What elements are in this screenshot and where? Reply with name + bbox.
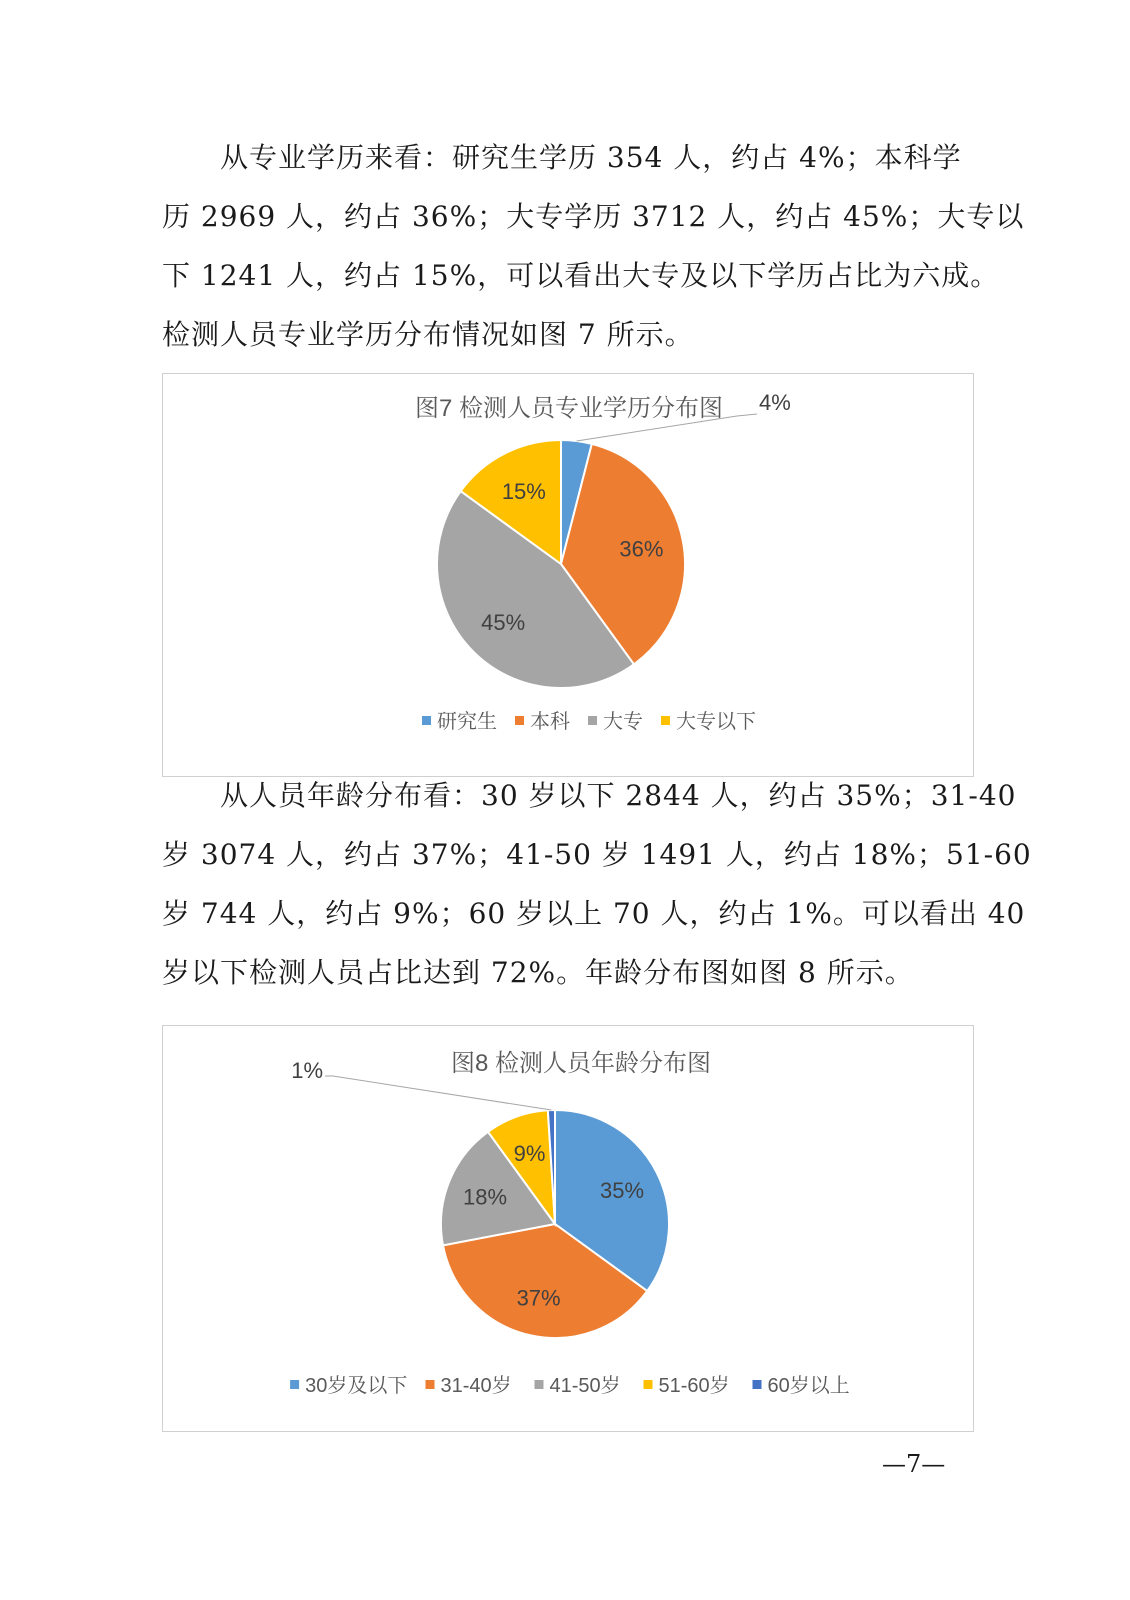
paragraph-line: 岁以下检测人员占比达到 72%。年龄分布图如图 8 所示。 [162, 956, 914, 989]
legend-swatch [426, 1380, 435, 1389]
paragraph-line: 下 1241 人，约占 15%，可以看出大专及以下学历占比为六成。 [162, 259, 1000, 292]
data-label: 37% [516, 1285, 561, 1311]
age-pie-svg [163, 1026, 973, 1431]
age-pie-chart [162, 1025, 974, 1432]
data-label: 18% [463, 1184, 508, 1210]
legend-label: 60岁以上 [767, 1375, 850, 1397]
paragraph-line: 从人员年龄分布看：30 岁以下 2844 人，约占 35%；31-40 [162, 779, 1017, 812]
legend-label: 41-50岁 [549, 1375, 621, 1397]
legend-label: 31-40岁 [440, 1375, 512, 1397]
legend-swatch [422, 716, 431, 725]
data-label: 15% [501, 479, 546, 505]
education-pie-chart [162, 373, 974, 777]
data-label: 35% [600, 1177, 645, 1203]
chart-title: 图7 检测人员专业学历分布图 [414, 395, 724, 422]
legend-swatch [661, 716, 670, 725]
paragraph-age [162, 766, 1032, 1002]
legend-swatch [588, 716, 597, 725]
data-label: 45% [481, 609, 526, 635]
legend-label: 本科 [530, 711, 570, 733]
data-label: 4% [759, 390, 791, 415]
education-pie-svg [163, 374, 973, 776]
legend-swatch [644, 1380, 653, 1389]
legend-swatch [515, 716, 524, 725]
paragraph-education [162, 128, 1025, 364]
legend-swatch [535, 1380, 544, 1389]
legend-swatch [290, 1380, 299, 1389]
legend-label: 研究生 [437, 711, 497, 733]
paragraph-line: 岁 3074 人，约占 37%；41-50 岁 1491 人，约占 18%；51-60 [162, 838, 1032, 871]
page-number: —7— [882, 1450, 946, 1478]
data-label: 1% [291, 1058, 323, 1083]
chart-title: 图8 检测人员年龄分布图 [450, 1050, 712, 1077]
data-label: 36% [619, 536, 664, 562]
legend-label: 30岁及以下 [305, 1375, 408, 1397]
legend-label: 51-60岁 [658, 1375, 730, 1397]
legend-label: 大专 [603, 711, 643, 733]
leader-line [325, 1076, 551, 1110]
data-label: 9% [513, 1141, 546, 1167]
legend-swatch [753, 1380, 762, 1389]
paragraph-line: 历 2969 人，约占 36%；大专学历 3712 人，约占 45%；大专以 [162, 200, 1025, 233]
paragraph-line: 从专业学历来看：研究生学历 354 人，约占 4%；本科学 [162, 141, 962, 174]
paragraph-line: 岁 744 人，约占 9%；60 岁以上 70 人，约占 1%。可以看出 40 [162, 897, 1026, 930]
legend-label: 大专以下 [676, 711, 756, 733]
paragraph-line: 检测人员专业学历分布情况如图 7 所示。 [162, 318, 694, 351]
